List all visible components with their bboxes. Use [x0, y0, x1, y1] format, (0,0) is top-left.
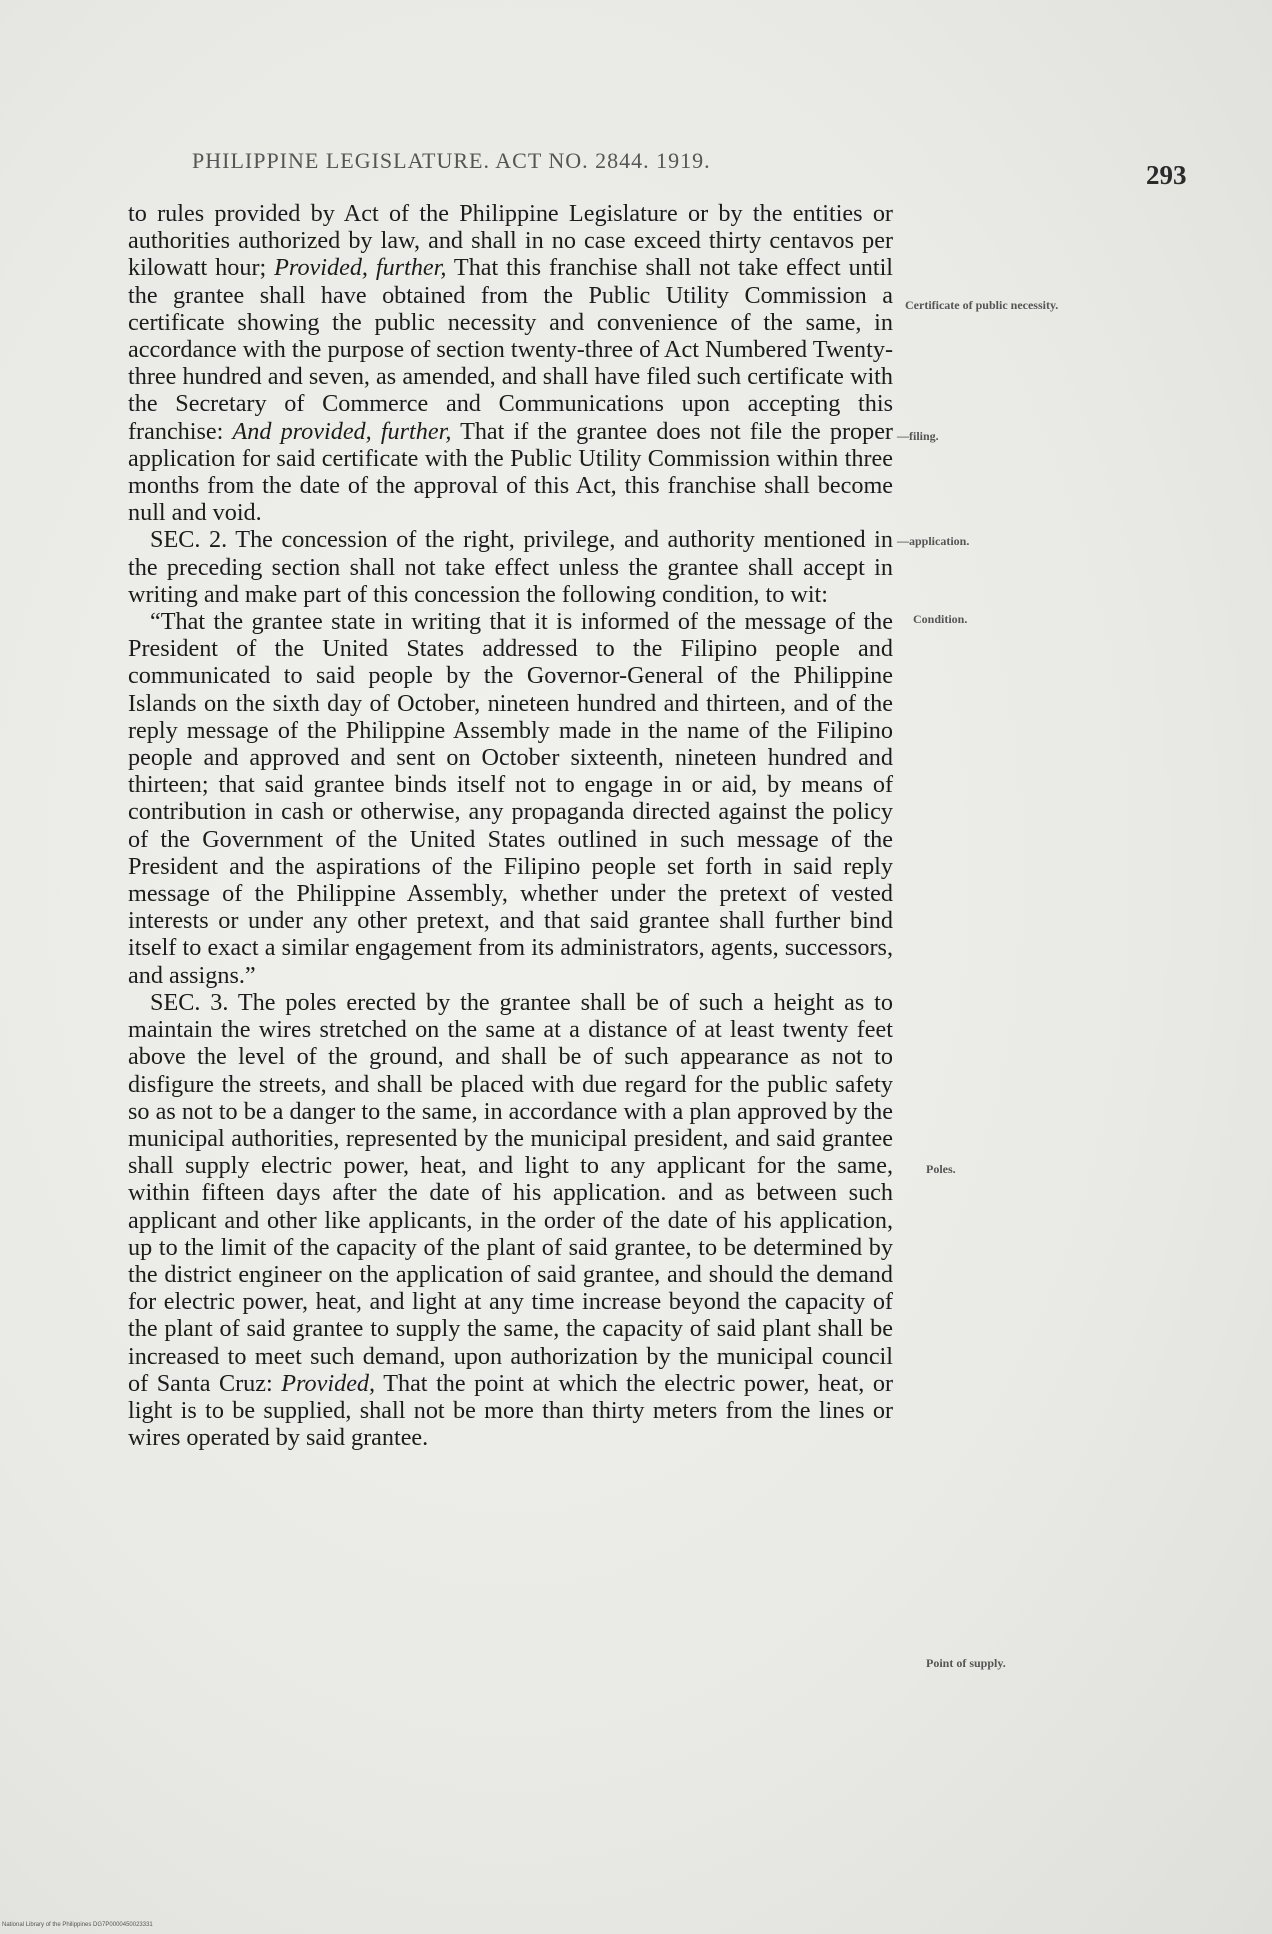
proviso-italic-3: Provided, — [281, 1369, 376, 1397]
margin-note-certificate: Certificate of public necessity. — [905, 298, 1059, 312]
section-3-text: The poles erected by the grantee shall be of such a height as to maintain the wires stretched on the same at a distance of at least twenty feet above the level of the ground, and shall be of such appearance as not to disfigure the streets, and shall be placed with due regard for the public safety so as not to be a danger to the same, in accordance with a plan approved by the municipal authorities, represented by the municipal president, and said grantee shall supply electric power, heat, and light to any applicant for the same, within fifteen days after the date of his application. and as between such applicant and other like applicants, in the order of the date of his application, up to the limit of the capacity of the plant of said grantee, to be determined by the district engineer on the application of said grantee, and should the demand for electric power, heat, and light at any time increase beyond the capacity of the plant of said grantee to supply the same, the capacity of said plant shall be increased to meet such demand, upon authorization by the municipal council of Santa Cruz: — [128, 988, 893, 1397]
quoted-condition — [128, 608, 893, 989]
p1-text-b: That this franchise shall not take effect until the grantee shall have obtained from the Public Utility Commission a certificate showing the public necessity and convenience of the same, in accordance with the purpose of section twenty-three of Act Numbered Twenty-three hundred and seven, as amended, and shall have filed such certificate with the Secretary of Commerce and Communications upon accepting this franchise: — [128, 254, 894, 445]
p1-text: to rules provided by Act of the Philippine Legislature or by the entities or authorities authorized by law, and shall in no case exceed thirty centavos per kilowatt hour; — [128, 200, 893, 282]
page-number: 293 — [1146, 160, 1187, 190]
quoted-condition-text: “That the grantee state in writing that it is informed of the message of the President of the United States addressed to the Filipino people and communicated to said people by the Governor-General of the Philippine Islands on the sixth day of October, nineteen hundred and thirteen, and of the reply message of the Philippine Assembly made in the name of the Filipino people and approved and sent on October sixteenth, nineteen hundred and thirteen; that said grantee binds itself not to engage in or aid, by means of contribution in cash or otherwise, any propaganda directed against the policy of the Government of the United States outlined in such message of the President and the aspirations of the Filipino people set forth in said reply message of the Philippine Assembly, whether under the pretext of vested interests or under any other pretext, and that said grantee shall further bind itself to exact a similar engagement from its administrators, agents, successors, and assigns.” — [128, 608, 893, 989]
section-2-text: The concession of the right, privilege, and authority mentioned in the preceding section shall not take effect unless the grantee shall accept in writing and make part of this concession the following condition, to wit: — [128, 526, 893, 608]
section-2-label: SEC. 2. — [150, 526, 228, 554]
margin-note-application: —application. — [897, 534, 970, 548]
section-3 — [128, 989, 893, 1451]
section-2 — [128, 526, 893, 608]
section-3-end: That the point at which the electric power, heat, or light is to be supplied, shall not be more than thirty meters from the lines or wires operated by said grantee. — [128, 1369, 893, 1452]
running-head: PHILIPPINE LEGISLATURE. ACT NO. 2844. 1919. — [192, 148, 711, 173]
archive-stamp: National Library of the Philippines DG7P0000450023331 — [2, 1922, 153, 1928]
margin-note-point-of-supply: Point of supply. — [926, 1656, 1006, 1670]
margin-note-poles: Poles. — [926, 1162, 956, 1176]
margin-note-condition: Condition. — [913, 612, 968, 626]
body-text — [128, 200, 893, 1451]
section-3-label: SEC. 3. — [150, 988, 229, 1016]
proviso-italic-1: Provided, further, — [274, 254, 447, 282]
paragraph-continuation — [128, 200, 893, 526]
proviso-italic-2: And provided, further, — [232, 417, 452, 445]
margin-note-filing: —filing. — [897, 429, 939, 443]
p1-text-c: That if the grantee does not file the proper application for said certificate with the Public Utility Commission within three months from the date of the approval of this Act, this franchise shall become null and void. — [128, 417, 893, 527]
